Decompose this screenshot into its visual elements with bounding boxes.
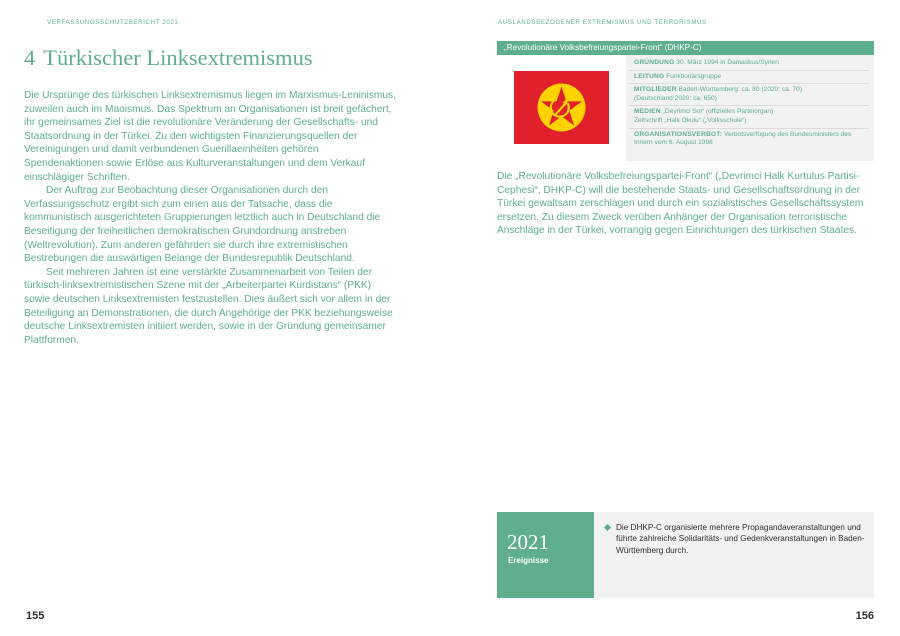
- info-row-media: MEDIEN „Devrimci Sol“ (offizielles Parteiorgan) Zeitschrift „Halk Okulu“ („Volksschule“): [629, 106, 869, 128]
- info-row-leadership: LEITUNG Funktionärsgruppe: [629, 71, 869, 85]
- dhkpc-flag-icon: [514, 71, 609, 144]
- info-row-founding: GRÜNDUNG 30. März 1994 in Damaskus/Syrien: [629, 57, 869, 71]
- info-box-header: „Revolutionäre Volksbefreiungspartei-Front“ (DHKP-C): [497, 41, 874, 55]
- running-head-left: VERFASSUNGSSCHUTZBERICHT 2021: [47, 19, 179, 26]
- chapter-title: [24, 45, 313, 71]
- paragraph: Die Ursprünge des türkischen Linksextremismus liegen im Marxismus-Leninismus, zuweilen auch im Maoismus. Das Spektrum an Organisationen ist breit gefächert, ihr gemeinsames Ziel ist die revolutionäre Veränderung der Gesellschafts- und Staatsordnung in der Türkei. Zu den wichtigsten Finanzierungsquellen der Vereinigungen und damit verbundenen Guerillaeinheiten gehören Spendenaktionen sowie Erlöse aus Kulturveranstaltungen und dem Verkauf einschlägiger Schriften.: [24, 90, 396, 183]
- organization-description: [497, 170, 877, 238]
- body-text: [24, 89, 399, 347]
- paragraph: Die „Revolutionäre Volksbefreiungspartei-Front“ („Devrimci Halk Kurtulus Partisi-Cephesi“, DHKP-C) will die bestehende Staats- und Gesellschaftsordnung in der Türkei gewaltsam zerschlagen und durch ein sozialistisches Gesellschaftssystem ersetzen. Zu diesem Zweck verüben Anhänger der Organisation terroristische Anschläge in der Türkei, vorrangig gegen Einrichtungen des türkischen Staates.: [497, 171, 864, 237]
- events-year: 2021: [507, 530, 549, 554]
- diamond-bullet-icon: [604, 524, 611, 531]
- event-item: Die DHKP-C organisierte mehrere Propagandaveranstaltungen und führte zahlreiche Solidaritäts- und Gedenkveranstaltungen in Baden-Württemberg durch.: [605, 522, 865, 556]
- organization-info-box: [497, 41, 874, 161]
- page-number-right: 156: [855, 610, 874, 622]
- page-number-left: 155: [26, 610, 45, 622]
- flag-container: [497, 55, 626, 161]
- events-side-panel: [497, 512, 594, 598]
- chapter-number: 4: [24, 45, 36, 70]
- events-list: [605, 522, 865, 556]
- running-head-right: AUSLANDSBEZOGENER EXTREMISMUS UND TERRORISMUS: [498, 19, 707, 26]
- info-row-ban: ORGANISATIONSVERBOT: Verbotsverfügung des Bundesministers des Innern vom 6. August 1998: [634, 130, 852, 147]
- right-page: [450, 0, 900, 636]
- chapter-title-text: Türkischer Linksextremismus: [43, 45, 313, 70]
- info-row-members: MITGLIEDER Baden-Württemberg: ca. 80 (2020: ca. 70) (Deutschland 2020: ca. 650): [629, 84, 869, 106]
- events-box: [497, 512, 874, 598]
- paragraph: Seit mehreren Jahren ist eine verstärkte Zusammenarbeit von Teilen der türkisch-linksextremistischen Szene mit der „Arbeiterpartei Kurdistans“ (PKK) sowie deutschen Linksextremisten festzustellen. Dies äußert sich vor allem in der Beteiligung an Demonstrationen, die durch Angehörige der PKK beziehungsweise deutsche Linksextremisten initiiert werden, sowie in der Gründung gemeinsamer Plattformen.: [24, 266, 393, 346]
- paragraph: Der Auftrag zur Beobachtung dieser Organisationen durch den Verfassungsschutz ergibt sich zum einen aus der Tatsache, dass die kommunistisch ausgerichteten Gruppierungen letztlich auch in Deutschland die Beseitigung der freiheitlichen demokratischen Grundordnung anstreben (Weltrevolution). Zum anderen gefährden sie durch ihre extremistischen Bestrebungen die auswärtigen Belange der Bundesrepublik Deutschland.: [24, 185, 381, 265]
- info-rows: [629, 57, 869, 150]
- events-label: Ereignisse: [508, 556, 549, 565]
